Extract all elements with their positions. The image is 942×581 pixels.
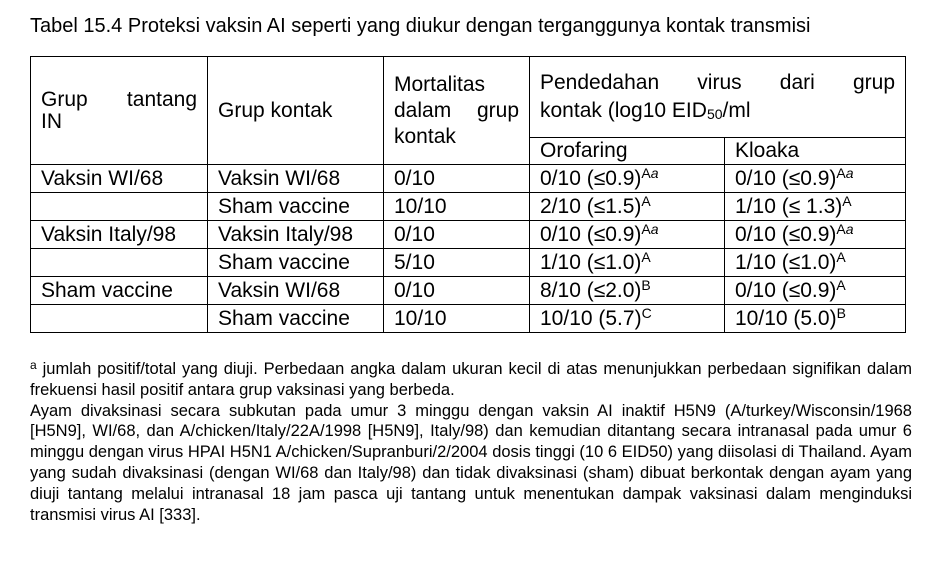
significance-letter: A [641, 193, 651, 209]
mortality-cell: 10/10 [384, 305, 530, 333]
footnote: $^a$ jumlah positif/total yang diuji. Perbedaan angka dalam ukuran kecil di atas menunjukkan perbedaan signifikan dalam frekuensi hasil positif antara grup vaksinasi yang berbeda. [30, 358, 912, 399]
header-oropharynx: Orofaring [530, 138, 725, 165]
contact-cell: Vaksin Italy/98 [208, 221, 384, 249]
protection-table [30, 56, 906, 333]
header-challenge-group [31, 57, 208, 165]
cloaca-cell: 0/10 (≤0.9)$^{Aa}$ [725, 221, 906, 249]
header-mortality-line2: dalam grup [394, 98, 519, 122]
mortality-cell: 0/10 [384, 221, 530, 249]
header-challenge-group-line2: IN [41, 109, 62, 133]
header-shedding-line1: Pendedahan virus dari grup [540, 71, 896, 94]
table-row [31, 305, 906, 333]
contact-cell: Sham vaccine [208, 305, 384, 333]
header-mortality-line1: Mortalitas [394, 72, 486, 96]
significance-letter: A [836, 249, 846, 265]
significance-letter: B [836, 305, 846, 321]
significance-letter: Aa [641, 165, 659, 181]
significance-letter: Aa [836, 221, 854, 237]
significance-letter: Aa [836, 165, 854, 181]
significance-letter: Aa [641, 221, 659, 237]
table-row [31, 277, 906, 305]
mortality-cell: 0/10 [384, 277, 530, 305]
table-row [31, 193, 906, 221]
challenge-cell: Sham vaccine [31, 277, 208, 305]
oropharynx-cell: 0/10 (≤0.9)$^{Aa}$ [530, 221, 725, 249]
header-mortality-line3: kontak [394, 124, 456, 148]
significance-letter: A [836, 277, 846, 293]
cloaca-cell: 10/10 $(5.0)^B$ [725, 305, 906, 333]
contact-cell: Sham vaccine [208, 249, 384, 277]
experiment-description: Ayam divaksinasi secara subkutan pada umur 3 minggu dengan vaksin AI inaktif H5N9 (A/turkey/Wisconsin/1968 [H5N9], WI/68, dan A/chicken/Italy/22A/1998 [H5N9], Italy/98) dan kemudian ditantang secara intranasal pada umur 6 minggu dengan virus HPAI H5N1 A/chicken/Supranburi/2/2004 dosis tinggi (10 6 EID50) yang diisolasi di Thailand. Ayam yang sudah divaksinasi (dengan WI/68 dan Italy/98) dan tidak divaksinasi (sham) dibuat berkontak dengan ayam yang diuji tantang melalui intranasal 18 jam pasca uji tantang untuk menentukan dampak vaksinasi dalam menginduksi transmisi virus AI [333]. [30, 401, 912, 524]
challenge-cell [31, 305, 208, 333]
contact-cell: Vaksin WI/68 [208, 277, 384, 305]
header-challenge-group-line1: Grup tantang [41, 87, 197, 111]
significance-letter: A [641, 249, 651, 265]
challenge-cell [31, 193, 208, 221]
cloaca-cell: 0/10 (≤0.9)$^A$ [725, 277, 906, 305]
table-row [31, 165, 906, 193]
table-notes [30, 359, 912, 525]
contact-cell: Vaksin WI/68 [208, 165, 384, 193]
significance-letter: A [842, 193, 852, 209]
mortality-cell: 10/10 [384, 193, 530, 221]
significance-letter: C [641, 305, 652, 321]
cloaca-cell: 1/10 (≤ 1.3)$^A$ [725, 193, 906, 221]
table-row [31, 249, 906, 277]
oropharynx-cell: 1/10 (≤1.0)$^A$ [530, 249, 725, 277]
header-shedding-line2: kontak (log10 $EID_{50}/ml$ [540, 99, 751, 122]
challenge-cell: Vaksin Italy/98 [31, 221, 208, 249]
oropharynx-cell: 8/10 (≤2.0)$^B$ [530, 277, 725, 305]
oropharynx-cell: 10/10 $(5.7)^C$ [530, 305, 725, 333]
table-row [31, 221, 906, 249]
header-contact-group: Grup kontak [208, 57, 384, 165]
contact-cell: Sham vaccine [208, 193, 384, 221]
header-virus-shedding [530, 57, 906, 138]
significance-letter: B [641, 277, 651, 293]
mortality-cell: 0/10 [384, 165, 530, 193]
table-caption: Tabel 15.4 Proteksi vaksin AI seperti yang diukur dengan terganggunya kontak transmisi [30, 15, 811, 37]
challenge-cell: Vaksin WI/68 [31, 165, 208, 193]
cloaca-cell: 1/10 (≤1.0)$^A$ [725, 249, 906, 277]
mortality-cell: 5/10 [384, 249, 530, 277]
cloaca-cell: 0/10 (≤0.9)$^{Aa}$ [725, 165, 906, 193]
oropharynx-cell: 0/10 (≤0.9)$^{Aa}$ [530, 165, 725, 193]
header-mortality [384, 57, 530, 165]
challenge-cell [31, 249, 208, 277]
header-cloaca: Kloaka [725, 138, 906, 165]
oropharynx-cell: 2/10 (≤1.5)$^A$ [530, 193, 725, 221]
